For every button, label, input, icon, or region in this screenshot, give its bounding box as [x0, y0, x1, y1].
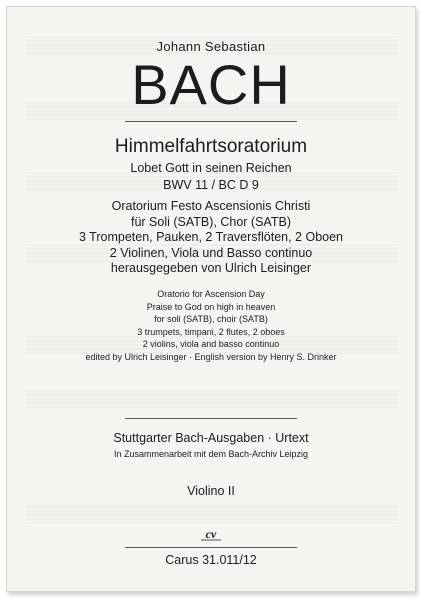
description-line: 2 Violinen, Viola und Basso continuo	[109, 245, 313, 260]
work-title: Himmelfahrtsoratorium	[114, 136, 308, 157]
score-cover	[6, 6, 416, 592]
composer-name: Johann Sebastian	[156, 39, 266, 54]
description-line: für Soli (SATB), Chor (SATB)	[131, 214, 291, 229]
divider	[125, 418, 297, 419]
description-line: for soli (SATB), choir (SATB)	[154, 314, 268, 325]
catalog-bwv: BWV 11 / BC D 9	[163, 178, 259, 192]
description-line: 3 trumpets, timpani, 2 flutes, 2 oboes	[137, 326, 285, 337]
description-line: 3 Trompeten, Pauken, 2 Traversflöten, 2 Oboen	[78, 230, 344, 244]
german-description	[7, 199, 415, 277]
composer-surname: BACH	[131, 53, 291, 116]
description-line: Oratorium Festo Ascensionis Christi	[111, 199, 311, 213]
description-line: 2 violins, viola and basso continuo	[142, 339, 280, 350]
description-line: Oratorio for Ascension Day	[157, 289, 265, 299]
divider	[125, 121, 297, 122]
description-line: herausgegeben von Ulrich Leisinger	[110, 261, 312, 275]
carus-logo-icon	[198, 527, 224, 541]
description-line: edited by Ulrich Leisinger · English version by Henry S. Drinker	[85, 351, 337, 362]
part-name: Violino II	[187, 484, 235, 498]
svg-text:cv: cv	[205, 527, 217, 541]
catalog-number: Carus 31.011/12	[165, 553, 257, 567]
series-name: Stuttgarter Bach-Ausgaben · Urtext	[113, 431, 309, 445]
work-subtitle: Lobet Gott in seinen Reichen	[130, 161, 292, 175]
english-description	[7, 288, 415, 364]
description-line: Praise to God on high in heaven	[146, 301, 276, 312]
divider	[125, 547, 297, 548]
collaboration-note: In Zusammenarbeit mit dem Bach-Archiv Leipzig	[113, 449, 309, 459]
